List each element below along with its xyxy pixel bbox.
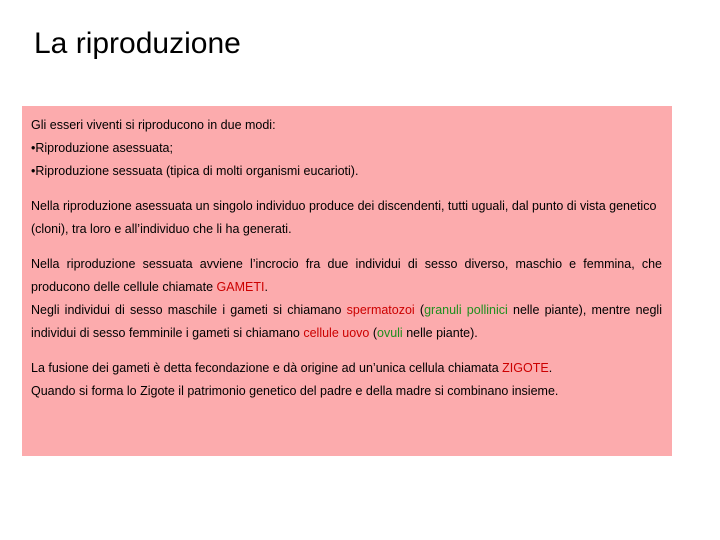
gametes-text-3: nelle piante), mentre negli individui di sesso femminile i gameti si chiamano xyxy=(31,303,662,340)
gametes-text-5: nelle piante). xyxy=(402,326,478,340)
asexual-paragraph: Nella riproduzione asessuata un singolo individuo produce dei discendenti, tutti uguali, dal punto di vista genetico (cloni), tra loro e all’individuo che li ha generati. xyxy=(31,199,657,236)
fertilization-paragraph xyxy=(31,357,662,380)
list-item-asexual: •Riproduzione asessuata; xyxy=(31,141,173,155)
sexual-text: Nella riproduzione sessuata avviene l’incrocio fra due individui di sesso diverso, maschio e femmina, che producono delle cellule chiamate xyxy=(31,257,662,294)
fertilization-text-1: La fusione dei gameti è detta fecondazione e dà origine ad un’unica cellula chiamata xyxy=(31,361,503,375)
gametes-paragraph xyxy=(31,299,662,345)
sexual-paragraph xyxy=(31,253,662,299)
fertilization-text-2: . xyxy=(548,361,553,375)
list-item-sexual: •Riproduzione sessuata (tipica di molti organismi eucarioti). xyxy=(31,164,359,178)
intro-line: Gli esseri viventi si riproducono in due modi: xyxy=(31,118,276,132)
content-box xyxy=(22,106,672,456)
spermatozoi-term: spermatozoi xyxy=(346,303,415,317)
fertilization-line-2: Quando si forma lo Zigote il patrimonio genetico del padre e della madre si combinano insieme. xyxy=(31,384,559,398)
granuli-pollinici-term: granuli pollinici xyxy=(424,303,508,317)
ovuli-term: ovuli xyxy=(377,326,403,340)
gametes-text-4: ( xyxy=(369,326,377,340)
sexual-text-end: . xyxy=(264,280,268,294)
zigote-term: ZIGOTE xyxy=(502,361,549,375)
gametes-text-2: ( xyxy=(414,303,425,317)
page-title: La riproduzione xyxy=(34,27,241,60)
gametes-text-1: Negli individui di sesso maschile i gameti si chiamano xyxy=(31,303,347,317)
cellule-uovo-term: cellule uovo xyxy=(303,326,370,340)
gameti-term: GAMETI xyxy=(216,280,265,294)
